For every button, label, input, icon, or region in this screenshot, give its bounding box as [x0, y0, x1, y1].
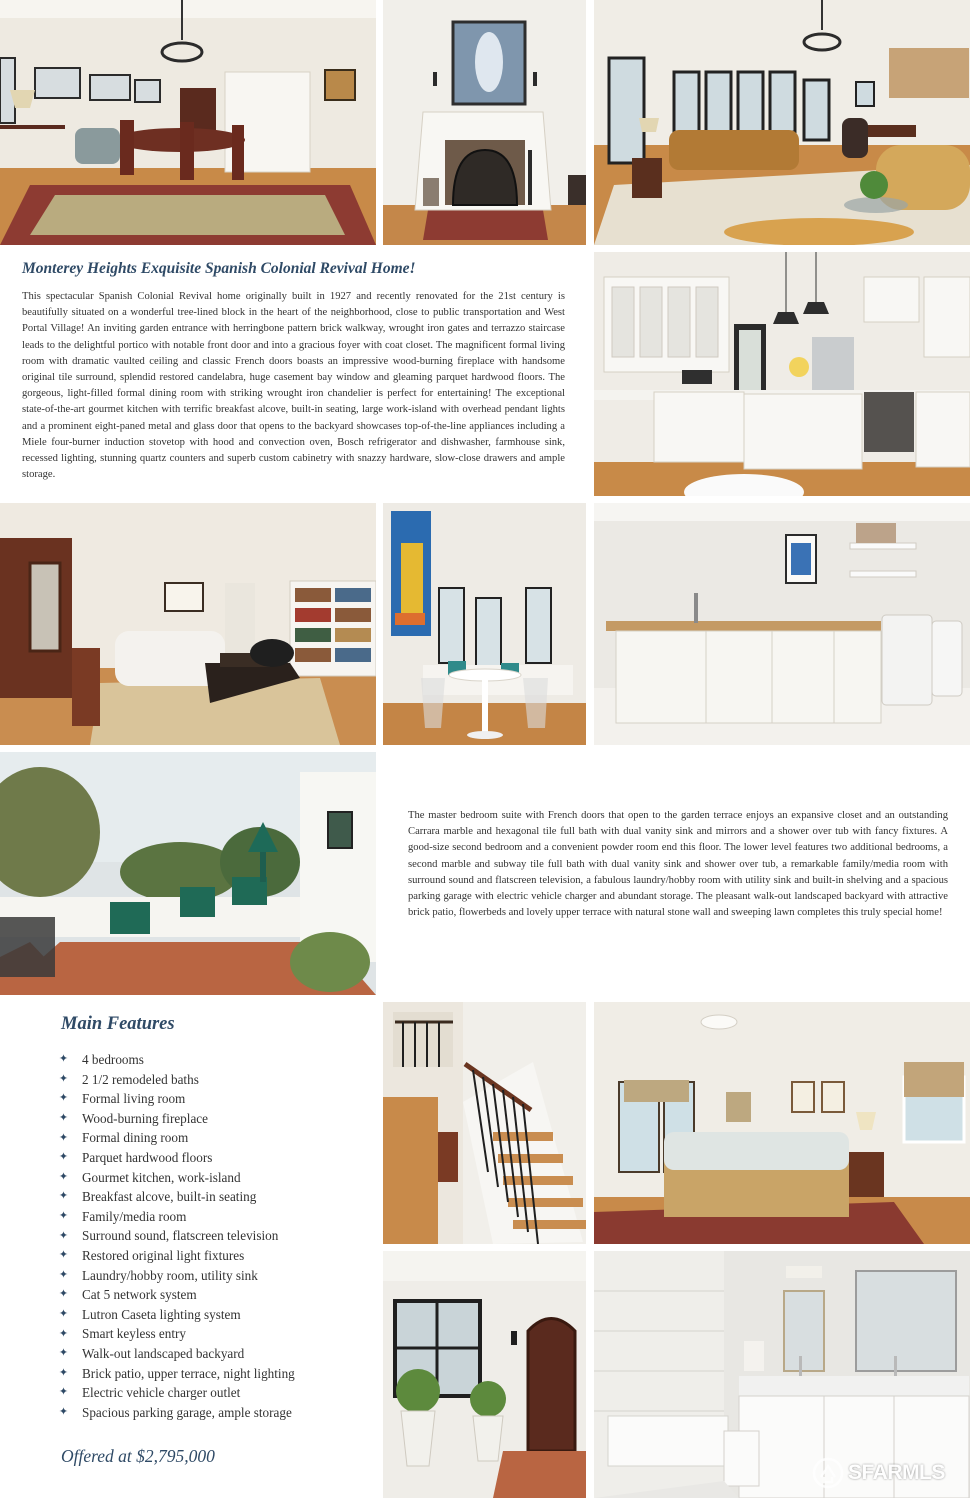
sfarmls-mark-icon [812, 1457, 844, 1489]
feature-label: Restored original light fixtures [82, 1247, 245, 1263]
star-bullet-icon: ✦ [58, 1288, 69, 1301]
intro-paragraph: This spectacular Spanish Colonial Revival home originally built in 1927 and recently renovated for the 21st century is beautifully situated on a wonderful tree-lined block in the heart of the neighborhood, close to public transportation and West Portal Village! An inviting garden entrance with herringbone pattern brick walkway, wrought iron gates and terrazzo staircase leads to the delightful portico with notable front door and into a gracious foyer with coat closet. The magnificent formal living room with dramatic vaulted ceiling and classic French doors boasts an impressive wood-burning fireplace with handsome original tile surround, splendid restored candelabra, huge casement bay window and gleaming parquet hardwood floors. The gorgeous, light-filled formal dining room with striking wrought iron chandelier is perfect for entertaining! The exceptional state-of-the-art gourmet kitchen with terrific breakfast alcove, built-in seating, large work-island with overhead pendant lights and a prominent eight-paned metal and glass door that opens to the backyard showcases top-of-the-line appliances including a Miele four-burner induction stovetop with hood and convection oven, Bosch refrigerator and dishwasher, farmhouse sink, recessed lighting, stunning quartz counters and superb custom cabinetry with snazzy hardware, slow-close drawers and ample storage. [22, 291, 565, 481]
feature-label: Brick patio, upper terrace, night lighting [82, 1365, 295, 1381]
star-bullet-icon: ✦ [58, 1347, 69, 1360]
star-bullet-icon: ✦ [58, 1170, 69, 1183]
star-bullet-icon: ✦ [58, 1072, 69, 1085]
fireplace-photo [383, 0, 586, 245]
feature-label: Gourmet kitchen, work-island [82, 1169, 241, 1185]
star-bullet-icon: ✦ [58, 1053, 69, 1066]
star-bullet-icon: ✦ [58, 1190, 69, 1203]
feature-item [58, 1050, 295, 1070]
feature-label: 4 bedrooms [82, 1052, 144, 1067]
feature-label: Wood-burning fireplace [82, 1110, 209, 1126]
feature-label: Smart keyless entry [82, 1326, 187, 1342]
star-bullet-icon: ✦ [58, 1405, 69, 1418]
feature-label: Spacious parking garage, ample storage [82, 1404, 292, 1420]
kitchen-photo [594, 252, 970, 496]
feature-label: Cat 5 network system [82, 1287, 197, 1303]
feature-item [58, 1128, 295, 1148]
feature-item [58, 1305, 295, 1325]
star-bullet-icon: ✦ [58, 1386, 69, 1399]
feature-label: Formal dining room [82, 1130, 189, 1146]
feature-item [58, 1109, 295, 1129]
breakfast-alcove-photo [383, 503, 586, 745]
staircase-photo [383, 1002, 586, 1244]
star-bullet-icon: ✦ [58, 1210, 69, 1223]
feature-item [58, 1070, 295, 1090]
master-bedroom-photo [594, 1002, 970, 1244]
star-bullet-icon: ✦ [58, 1366, 69, 1379]
feature-item [58, 1266, 295, 1286]
star-bullet-icon: ✦ [58, 1268, 69, 1281]
dining-room-photo [0, 0, 376, 245]
feature-label: 2 1/2 remodeled baths [82, 1071, 199, 1087]
feature-item [58, 1148, 295, 1168]
price: Offered at $2,795,000 [61, 1446, 215, 1466]
feature-item [58, 1324, 295, 1344]
feature-label: Family/media room [82, 1208, 187, 1224]
feature-item [58, 1168, 295, 1188]
feature-item [58, 1364, 295, 1384]
logo-text: SFARMLS [848, 1461, 945, 1484]
family-room-photo [0, 503, 376, 745]
backyard-patio-photo [0, 752, 376, 995]
feature-label: Electric vehicle charger outlet [82, 1385, 241, 1401]
feature-label: Breakfast alcove, built-in seating [82, 1189, 257, 1205]
feature-item [58, 1207, 295, 1227]
feature-label: Parquet hardwood floors [82, 1149, 213, 1165]
feature-label: Laundry/hobby room, utility sink [82, 1267, 258, 1283]
feature-item [58, 1246, 295, 1266]
master-suite-paragraph: The master bedroom suite with French doors that open to the garden terrace enjoys an expansive closet and an outstanding Carrara marble and hexagonal tile full bath with dual vanity sink and mirrors and a shower over tub with fancy fixtures. A good-size second bedroom and a convenient powder room end this floor. The lower level features two additional bedrooms, a second marble and subway tile full bath with dual vanity sink and shower over tub, a remarkable family/media room with surround sound and flatscreen television, a fabulous laundry/hobby room with utility sink and built-in shelving and a spacious parking garage with electric vehicle charger and abundant storage. The pleasant walk-out landscaped backyard with attractive brick patio, flowerbeds and lovely upper terrace with natural stone wall and sweeping lawn completes this truly special home! [408, 810, 948, 919]
star-bullet-icon: ✦ [58, 1308, 69, 1321]
star-bullet-icon: ✦ [58, 1092, 69, 1105]
feature-label: Lutron Caseta lighting system [82, 1306, 241, 1322]
features-list [58, 1050, 295, 1422]
feature-label: Surround sound, flatscreen television [82, 1228, 279, 1244]
star-bullet-icon: ✦ [58, 1151, 69, 1164]
star-bullet-icon: ✦ [58, 1131, 69, 1144]
star-bullet-icon: ✦ [58, 1327, 69, 1340]
laundry-room-photo [594, 503, 970, 745]
feature-label: Formal living room [82, 1091, 186, 1107]
features-title: Main Features [61, 1014, 175, 1034]
feature-label: Walk-out landscaped backyard [82, 1345, 245, 1361]
front-entry-photo [383, 1251, 586, 1498]
sfarmls-logo [812, 1455, 962, 1491]
feature-item [58, 1187, 295, 1207]
living-room-photo [594, 0, 970, 245]
feature-item [58, 1226, 295, 1246]
feature-item [58, 1285, 295, 1305]
star-bullet-icon: ✦ [58, 1112, 69, 1125]
headline: Monterey Heights Exquisite Spanish Colonial Revival Home! [22, 260, 416, 277]
star-bullet-icon: ✦ [58, 1249, 69, 1262]
feature-item [58, 1089, 295, 1109]
star-bullet-icon: ✦ [58, 1229, 69, 1242]
feature-item [58, 1383, 295, 1403]
feature-item [58, 1403, 295, 1423]
feature-item [58, 1344, 295, 1364]
